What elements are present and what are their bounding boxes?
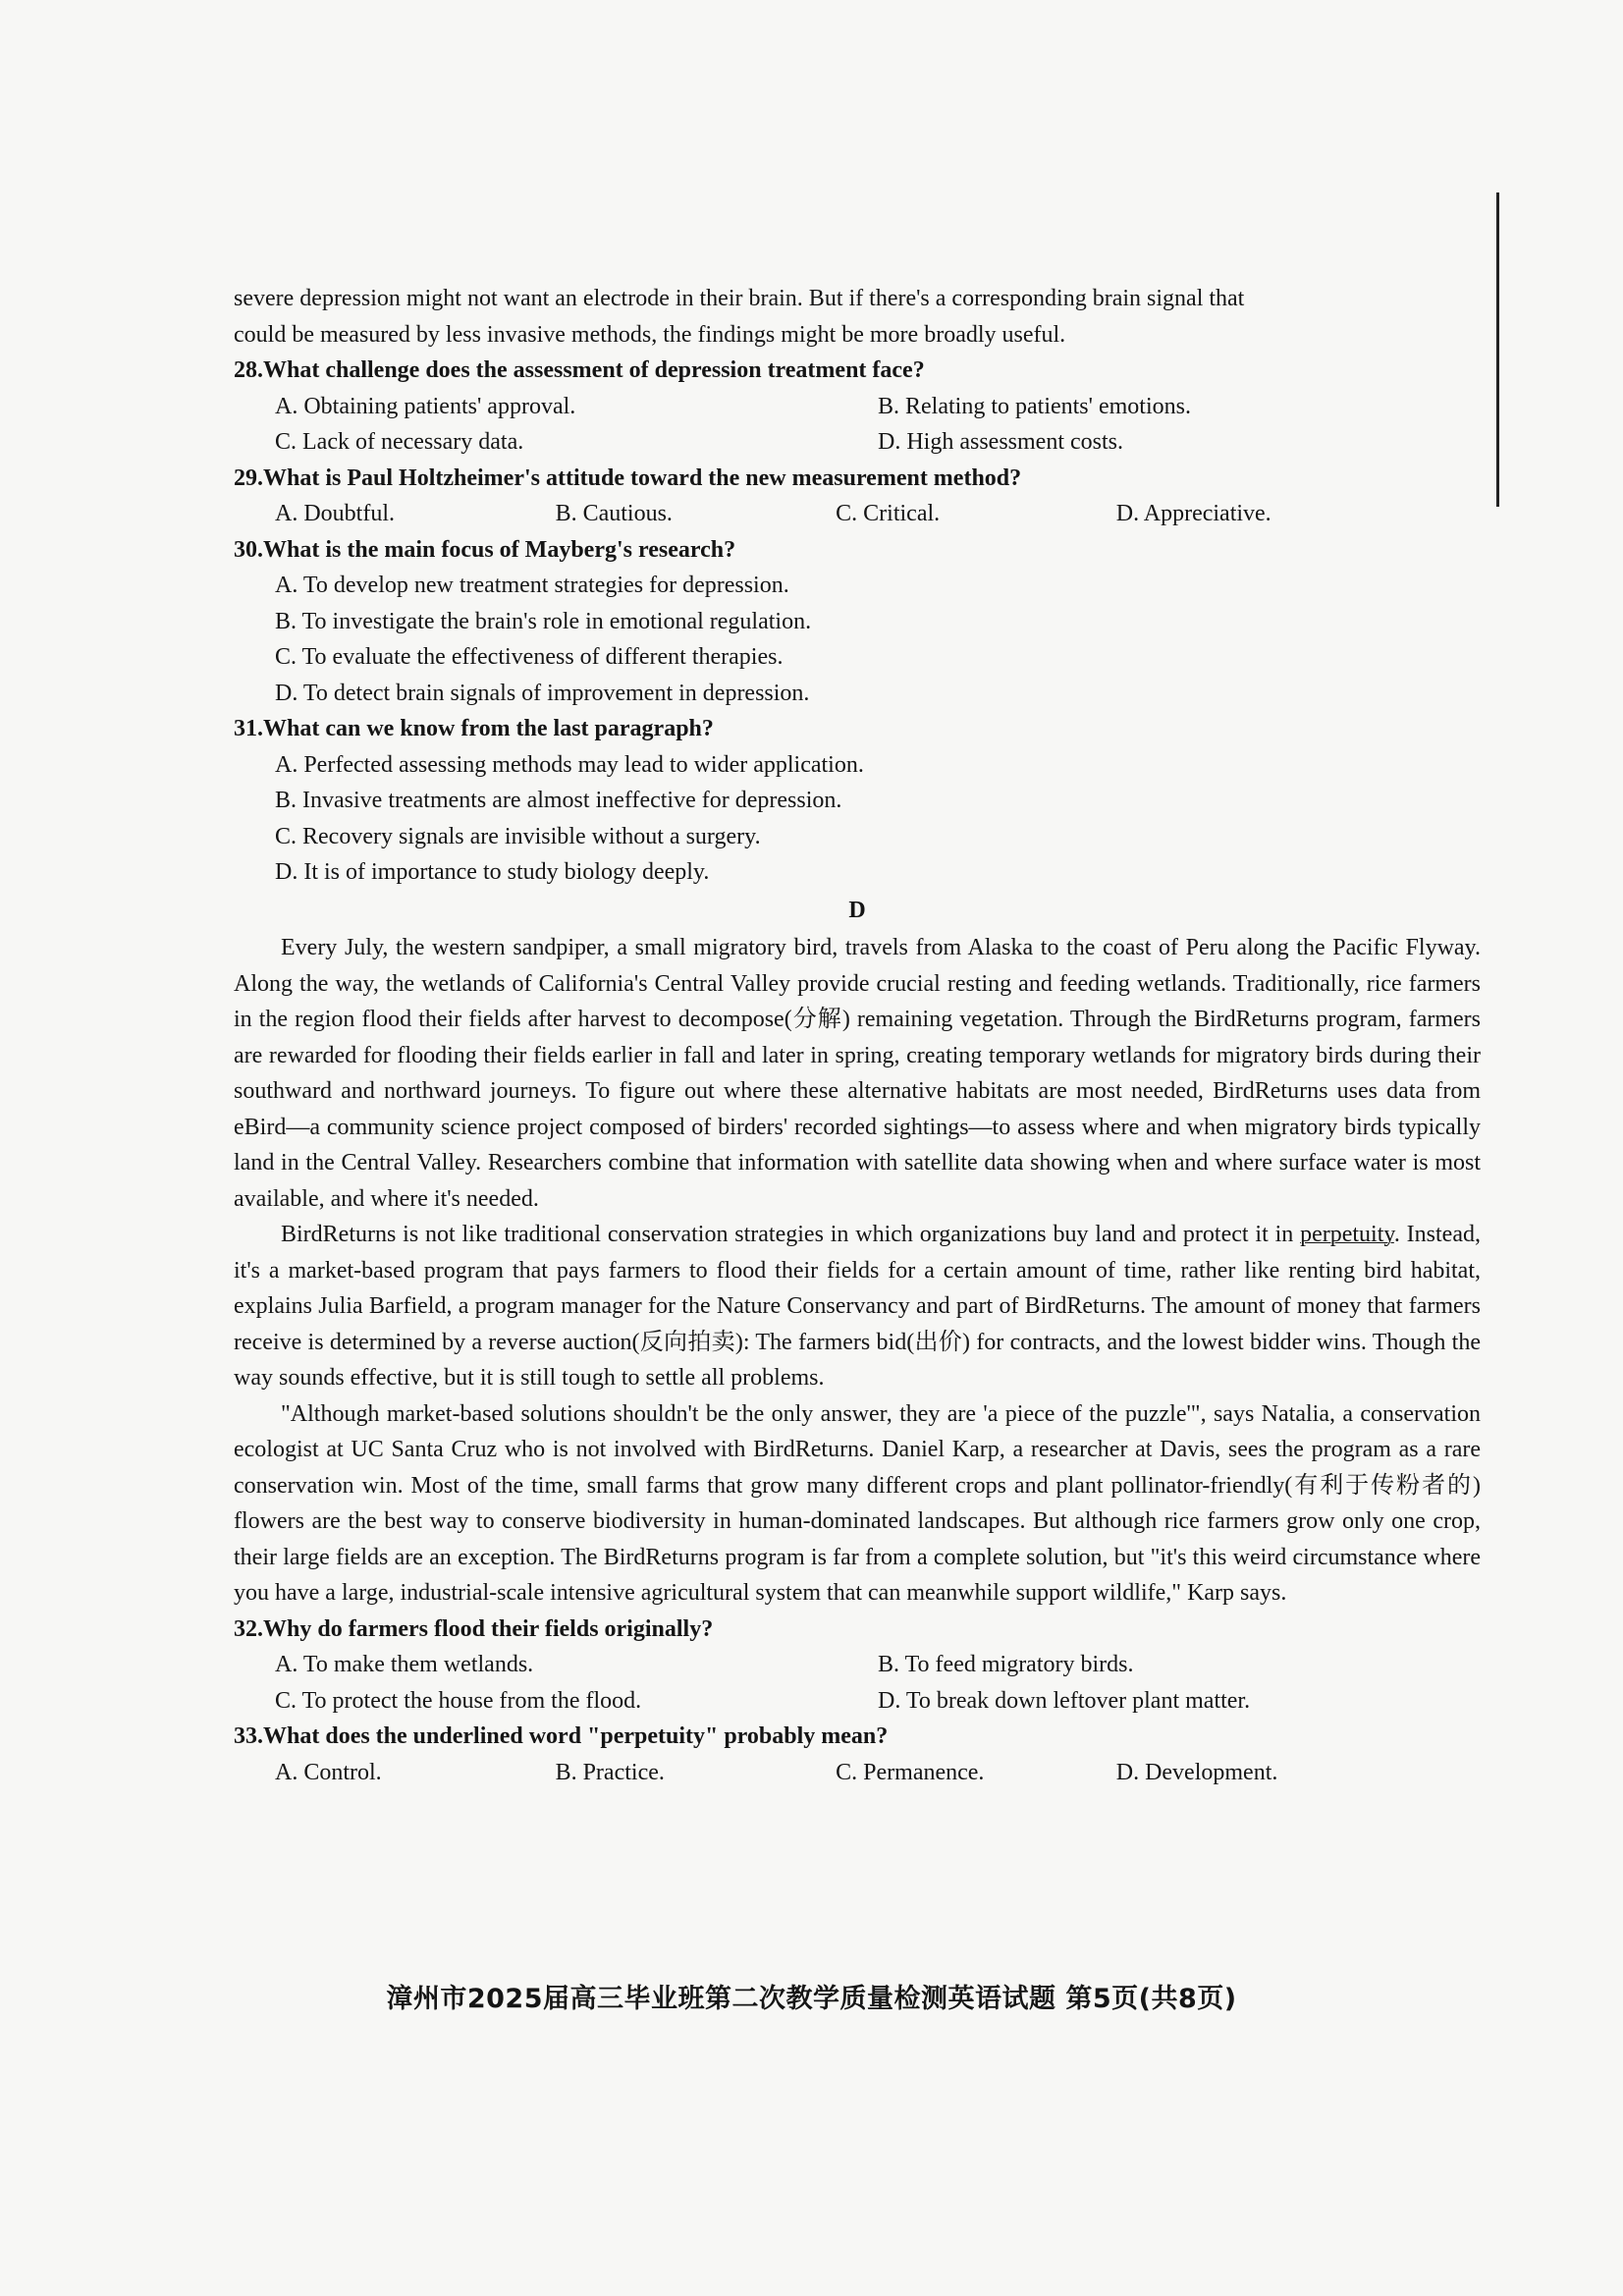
options-31 — [234, 747, 1481, 891]
question-31 — [234, 711, 1481, 747]
question-number: 28. — [234, 357, 263, 383]
question-number: 31. — [234, 716, 263, 741]
paragraph-text: . Instead, it's a market-based program that pays farmers to flood their fields for a certain amount of time, rather like renting bird habitat, explains Julia Barfield, a program manager for the Nature Conservancy and part of BirdReturns. The amount of money that farmers receive is determined by a reverse auction(反向拍卖): The farmers bid(出价) for contracts, and the lowest bidder wins. Though the way sounds effective, but it is still tough to settle all problems. — [234, 1222, 1481, 1391]
margin-rule — [1496, 192, 1499, 507]
question-28 — [234, 353, 1481, 389]
option-a: A. Obtaining patients' approval. — [275, 393, 576, 419]
options-29 — [234, 496, 1481, 532]
option-a: A. Perfected assessing methods may lead to wider application. — [275, 751, 864, 778]
paragraph-text: BirdReturns is not like traditional conservation strategies in which organizations buy land and protect it in — [281, 1222, 1301, 1247]
options-30 — [234, 568, 1481, 711]
option-c: C. Lack of necessary data. — [275, 429, 524, 455]
underlined-word: perpetuity — [1300, 1222, 1394, 1247]
option-b: B. Cautious. — [555, 501, 673, 526]
page-content — [234, 281, 1481, 1790]
options-32 — [234, 1647, 1481, 1719]
question-number: 29. — [234, 465, 263, 491]
question-32 — [234, 1612, 1481, 1648]
question-30 — [234, 532, 1481, 569]
question-stem: What challenge does the assessment of depression treatment face? — [263, 357, 925, 383]
option-c: C. Critical. — [836, 501, 941, 526]
question-number: 30. — [234, 536, 263, 563]
question-number: 33. — [234, 1723, 263, 1749]
option-d: D. Development. — [1115, 1759, 1278, 1785]
passage-paragraph-2 — [234, 1217, 1481, 1396]
option-d: D. It is of importance to study biology deeply. — [275, 859, 710, 885]
passage-paragraph-3: "Although market-based solutions shouldn't be the only answer, they are 'a piece of the puzzle'", says Natalia, a conservation ecologist at UC Santa Cruz who is not involved with BirdReturns. Daniel Karp, a researcher at Davis, sees the program as a rare conservation win. Most of the time, small farms that grow many different crops and plant pollinator-friendly(有利于传粉者的) flowers are the best way to conserve biodiversity in human-dominated landscapes. But although rice farmers grow only one crop, their large fields are an exception. The BirdReturns program is far from a complete solution, but "it's this weird circumstance where you have a large, industrial-scale intensive agricultural system that can meanwhile support wildlife," Karp says. — [234, 1400, 1481, 1606]
option-a: A. To make them wetlands. — [275, 1652, 534, 1677]
option-a: A. To develop new treatment strategies for depression. — [275, 573, 789, 598]
option-a: A. Doubtful. — [275, 501, 395, 526]
option-a: A. Control. — [275, 1759, 382, 1785]
question-stem: Why do farmers flood their fields originally? — [263, 1615, 714, 1642]
option-d: D. To break down leftover plant matter. — [878, 1687, 1251, 1714]
option-d: D. Appreciative. — [1115, 501, 1271, 526]
option-d: D. High assessment costs. — [878, 429, 1123, 455]
passage-paragraph-1: Every July, the western sandpiper, a small migratory bird, travels from Alaska to the coast of Peru along the Pacific Flyway. Along the way, the wetlands of California's Central Valley provide crucial resting and feeding wetlands. Traditionally, rice farmers in the region flood their fields after harvest to decompose(分解) remaining vegetation. Through the BirdReturns program, farmers are rewarded for flooding their fields earlier in fall and later in spring, creating temporary wetlands for migratory birds during their southward and northward journeys. To figure out where these alternative habitats are most needed, BirdReturns uses data from eBird—a community science project composed of birders' recorded sightings—to assess where and when migratory birds typically land in the Central Valley. Researchers combine that information with satellite data showing when and where surface water is most available, and where it's needed. — [234, 935, 1481, 1212]
option-b: B. Invasive treatments are almost ineffective for depression. — [275, 788, 842, 813]
option-b: B. To feed migratory birds. — [878, 1652, 1134, 1677]
option-b: B. To investigate the brain's role in emotional regulation. — [275, 608, 812, 634]
intro-line-1: severe depression might not want an electrode in their brain. But if there's a corresponding brain signal that — [234, 286, 1245, 311]
options-28 — [234, 389, 1481, 461]
question-number: 32. — [234, 1615, 263, 1642]
option-d: D. To detect brain signals of improvement in depression. — [275, 680, 810, 706]
question-stem: What can we know from the last paragraph? — [263, 716, 714, 741]
question-stem: What is Paul Holtzheimer's attitude toward the new measurement method? — [263, 465, 1022, 491]
option-c: C. To protect the house from the flood. — [275, 1687, 642, 1714]
intro-line-2: could be measured by less invasive methods, the findings might be more broadly useful. — [234, 321, 1066, 348]
question-33 — [234, 1719, 1481, 1755]
option-b: B. Relating to patients' emotions. — [878, 393, 1191, 419]
section-d-heading: D — [848, 897, 866, 923]
question-29 — [234, 461, 1481, 497]
page-footer: 漳州市2025届高三毕业班第二次教学质量检测英语试题 第5页(共8页) — [386, 1984, 1237, 2014]
options-33 — [234, 1755, 1481, 1791]
option-c: C. Permanence. — [836, 1759, 985, 1785]
option-b: B. Practice. — [555, 1759, 665, 1785]
question-stem: What does the underlined word "perpetuity" probably mean? — [263, 1723, 889, 1749]
question-stem: What is the main focus of Mayberg's research? — [263, 536, 736, 563]
option-c: C. Recovery signals are invisible without a surgery. — [275, 823, 761, 849]
option-c: C. To evaluate the effectiveness of different therapies. — [275, 644, 784, 670]
